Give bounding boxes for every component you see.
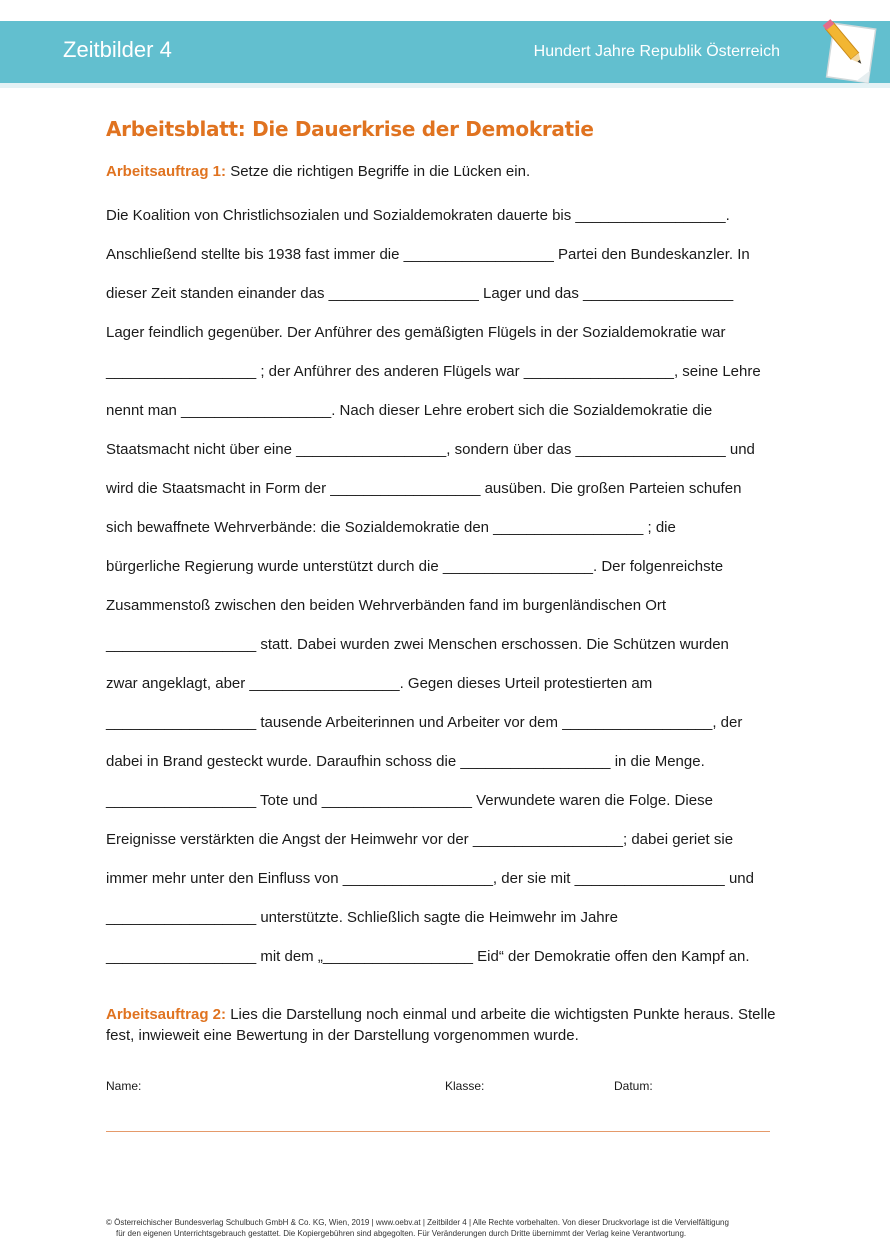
text-line: Zusammenstoß zwischen den beiden Wehrverbänden fand im burgenländischen Ort <box>106 597 667 614</box>
text-line: __________________ mit dem „__________________ Eid“ der Demokratie offen den Kampf an. <box>106 948 750 965</box>
text-line: __________________ Tote und __________________ Verwundete waren die Folge. Diese <box>106 792 713 809</box>
text-line: dieser Zeit standen einander das __________________ Lager und das __________________ <box>106 285 734 302</box>
text-line: wird die Staatsmacht in Form der __________________ ausüben. Die großen Parteien schufen <box>106 480 742 497</box>
text-line: __________________ unterstützte. Schließlich sagte die Heimwehr im Jahre <box>106 909 618 926</box>
page-title: Arbeitsblatt: Die Dauerkrise der Demokratie <box>106 117 594 141</box>
task-1 <box>106 163 530 180</box>
klasse-label: Klasse: <box>445 1079 485 1093</box>
text-line: bürgerliche Regierung wurde unterstützt durch die __________________. Der folgenreichste <box>106 558 724 575</box>
footer-line-2: für den eigenen Unterrichtsgebrauch gestattet. Die Kopiergebühren sind abgegolten. Für Veränderungen durch Dritte übernimmt der Verlag keine Verantwortung. <box>116 1229 687 1238</box>
text-line: immer mehr unter den Einfluss von __________________, der sie mit __________________ und <box>106 870 754 887</box>
text-line: __________________ ; der Anführer des anderen Flügels war __________________, seine Lehre <box>106 363 761 380</box>
task-2-label: Arbeitsauftrag 2: <box>106 1006 227 1023</box>
cloze-text <box>106 196 796 976</box>
text-line: Staatsmacht nicht über eine __________________, sondern über das __________________ und <box>106 441 755 458</box>
header-shadow <box>0 83 890 88</box>
task-2-text: Lies die Darstellung noch einmal und arbeite die wichtigsten Punkte heraus. Stelle fest, inwieweit eine Bewertung in der Darstellung vorgenommen wurde. <box>106 1006 776 1044</box>
name-label: Name: <box>106 1079 142 1093</box>
text-line: __________________ statt. Dabei wurden zwei Menschen erschossen. Die Schützen wurden <box>106 636 729 653</box>
text-line: Ereignisse verstärkten die Angst der Heimwehr vor der __________________; dabei geriet sie <box>106 831 734 848</box>
text-line: Anschließend stellte bis 1938 fast immer die __________________ Partei den Bundeskanzler. In <box>106 246 750 263</box>
task-1-label: Arbeitsauftrag 1: <box>106 163 227 180</box>
text-line: Die Koalition von Christlichsozialen und Sozialdemokraten dauerte bis __________________. <box>106 207 730 224</box>
task-2 <box>106 1004 796 1046</box>
datum-label: Datum: <box>614 1079 653 1093</box>
text-line: dabei in Brand gesteckt wurde. Daraufhin schoss die __________________ in die Menge. <box>106 753 705 770</box>
brand-title: Zeitbilder 4 <box>63 37 172 62</box>
header-subtitle: Hundert Jahre Republik Österreich <box>533 43 780 60</box>
footer-copyright <box>106 1217 786 1239</box>
text-line: zwar angeklagt, aber __________________. Gegen dieses Urteil protestierten am <box>106 675 653 692</box>
task-1-text: Setze die richtigen Begriffe in die Lücken ein. <box>230 163 531 180</box>
text-line: nennt man __________________. Nach dieser Lehre erobert sich die Sozialdemokratie die <box>106 402 713 419</box>
notepad-pencil-icon <box>822 18 880 90</box>
form-underline <box>106 1131 770 1132</box>
footer-line-1: © Österreichischer Bundesverlag Schulbuch GmbH & Co. KG, Wien, 2019 | www.oebv.at | Zeitbilder 4 | Alle Rechte vorbehalten. Von dieser Druckvorlage ist die Vervielfältigung <box>106 1218 729 1227</box>
text-line: Lager feindlich gegenüber. Der Anführer des gemäßigten Flügels in der Sozialdemokratie war <box>106 324 726 341</box>
text-line: sich bewaffnete Wehrverbände: die Sozialdemokratie den __________________ ; die <box>106 519 676 536</box>
text-line: __________________ tausende Arbeiterinnen und Arbeiter vor dem __________________, der <box>106 714 743 731</box>
